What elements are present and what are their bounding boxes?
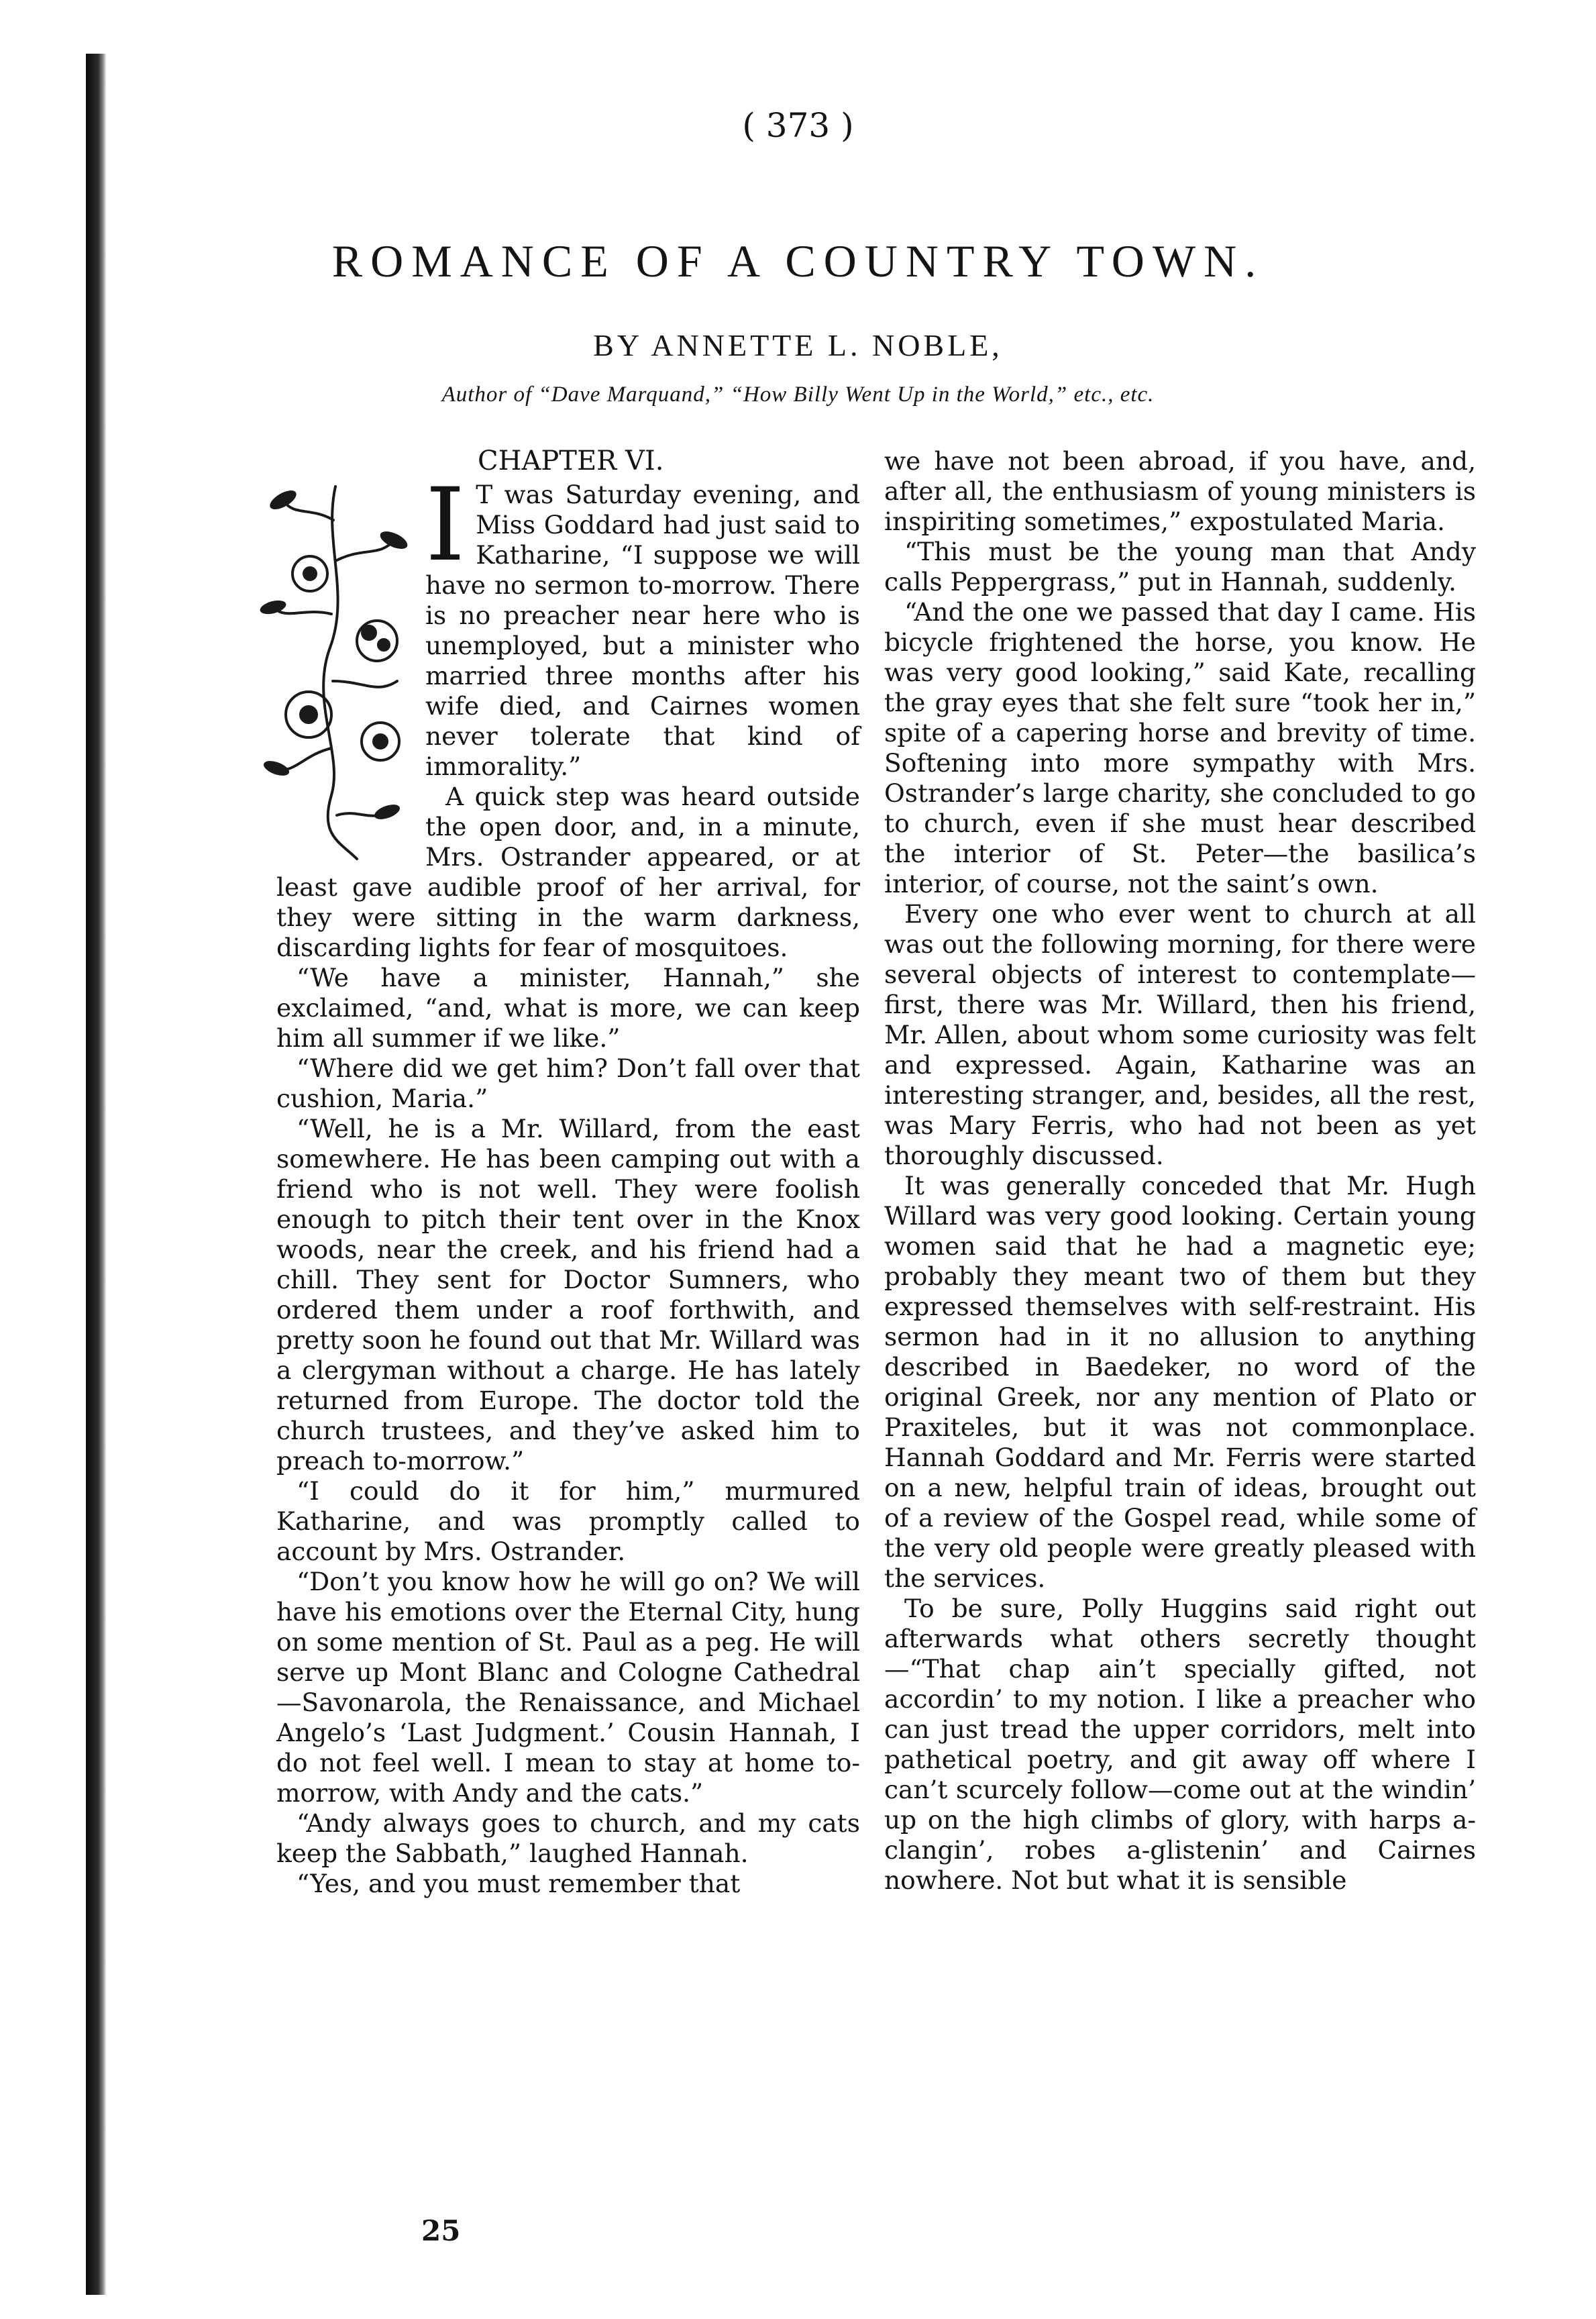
paragraph: “Where did we get him? Don’t fall over that cushion, Maria.” [276,1053,860,1113]
paragraph: A quick step was heard outside the open door, and, in a minute, Mrs. Ostrander appeared, or at least gave audible proof of her arrival, for they were sitting in the warm darkness, discarding lights for fear of mosquitoes. [276,782,860,962]
paragraph: “We have a minister, Hannah,” she exclaimed, “and, what is more, we can keep him all summer if we like.” [276,963,860,1053]
chapter-heading: CHAPTER VI. [478,446,664,476]
paragraph: “Don’t you know how he will go on? We will have his emotions over the Eternal City, hung on some mention of St. Paul as a peg. He will serve up Mont Blanc and Cologne Cathedral—Savonarola, the Renaissance, and Michael Angelo’s ‘Last Judgment.’ Cousin Hannah, I do not feel well. I mean to stay at home to-morrow, with Andy and the cats.” [276,1567,860,1808]
paragraph: “I could do it for him,” murmured Katharine, and was promptly called to account by Mrs. Ostrander. [276,1476,860,1566]
drop-cap: I [425,467,466,584]
paragraph: It was generally conceded that Mr. Hugh Willard was very good looking. Certain young women said that he had a magnetic eye; probably they meant two of them but they expressed themselves with self-restraint. His sermon had in it no allusion to anything described in Baedeker, no word of the original Greek, nor any mention of Plato or Praxiteles, but it was not commonplace. Hannah Goddard and Mr. Ferris were started on a new, helpful train of ideas, brought out of a review of the Gospel read, while some of the very old people were greatly pleased with the services. [884,1171,1476,1593]
continued-paragraph: we have not been abroad, if you have, and, after all, the enthusiasm of young ministers is inspiriting sometimes,” expostulated Maria. [884,446,1476,536]
author-byline: BY ANNETTE L. NOBLE, [593,328,1003,362]
signature-mark: 25 [421,2214,461,2247]
page-number: ( 373 ) [742,106,854,145]
paragraph: “Andy always goes to church, and my cats keep the Sabbath,” laughed Hannah. [276,1808,860,1868]
paragraph: “Well, he is a Mr. Willard, from the east somewhere. He has been camping out with a friend who is not well. They were foolish enough to pitch their tent over in the Knox woods, near the creek, and his friend had a chill. They sent for Doctor Sumners, who ordered them under a roof forthwith, and pretty soon he found out that Mr. Willard was a clergyman without a charge. He has lately returned from Europe. The doctor told the church trustees, and they’ve asked him to preach to-morrow.” [276,1114,860,1476]
opening-text: T was Saturday evening, and Miss Goddard had just said to Katharine, “I suppose we will have no sermon to-morrow. There is no preacher near here who is unemployed, but a minister who married three months after his wife died, and Cairnes women never tolerate that kind of immorality.” [425,480,860,781]
floral-vine-icon [256,480,416,862]
author-credits: Author of “Dave Marquand,” “How Billy Went Up in the World,” etc., etc. [441,382,1155,407]
left-column [276,446,860,1899]
paragraph: “Yes, and you must remember that [297,1869,741,1898]
paragraph: “And the one we passed that day I came. His bicycle frightened the horse, you know. He was very good looking,” said Kate, recalling the gray eyes that she felt sure “took her in,” spite of a capering horse and brevity of time. Softening into more sympathy with Mrs. Ostrander’s large charity, she concluded to go to church, even if she must hear described the interior of St. Peter—the basilica’s interior, of course, not the saint’s own. [884,597,1476,898]
article-title: ROMANCE OF A COUNTRY TOWN. [331,236,1265,287]
paragraph: To be sure, Polly Huggins said right out afterwards what others secretly thought—“That chap ain’t specially gifted, not accordin’ to my notion. I like a preacher who can just tread the upper corridors, melt into pathetical poetry, and git away off where I can’t scurcely follow—come out at the windin’ up on the high climbs of glory, with harps a-clangin’, robes a-glistenin’ and Cairnes nowhere. Not but what it is sensible [884,1594,1476,1895]
right-column [884,446,1476,1896]
paragraph: Every one who ever went to church at all was out the following morning, for there were several objects of interest to contemplate—first, there was Mr. Willard, then his friend, Mr. Allen, about whom some curiosity was felt and expressed. Again, Katharine was an interesting stranger, and, besides, all the rest, was Mary Ferris, who had not been as yet thoroughly discussed. [884,899,1476,1170]
paragraph: “This must be the young man that Andy calls Peppergrass,” put in Hannah, suddenly. [884,537,1476,597]
